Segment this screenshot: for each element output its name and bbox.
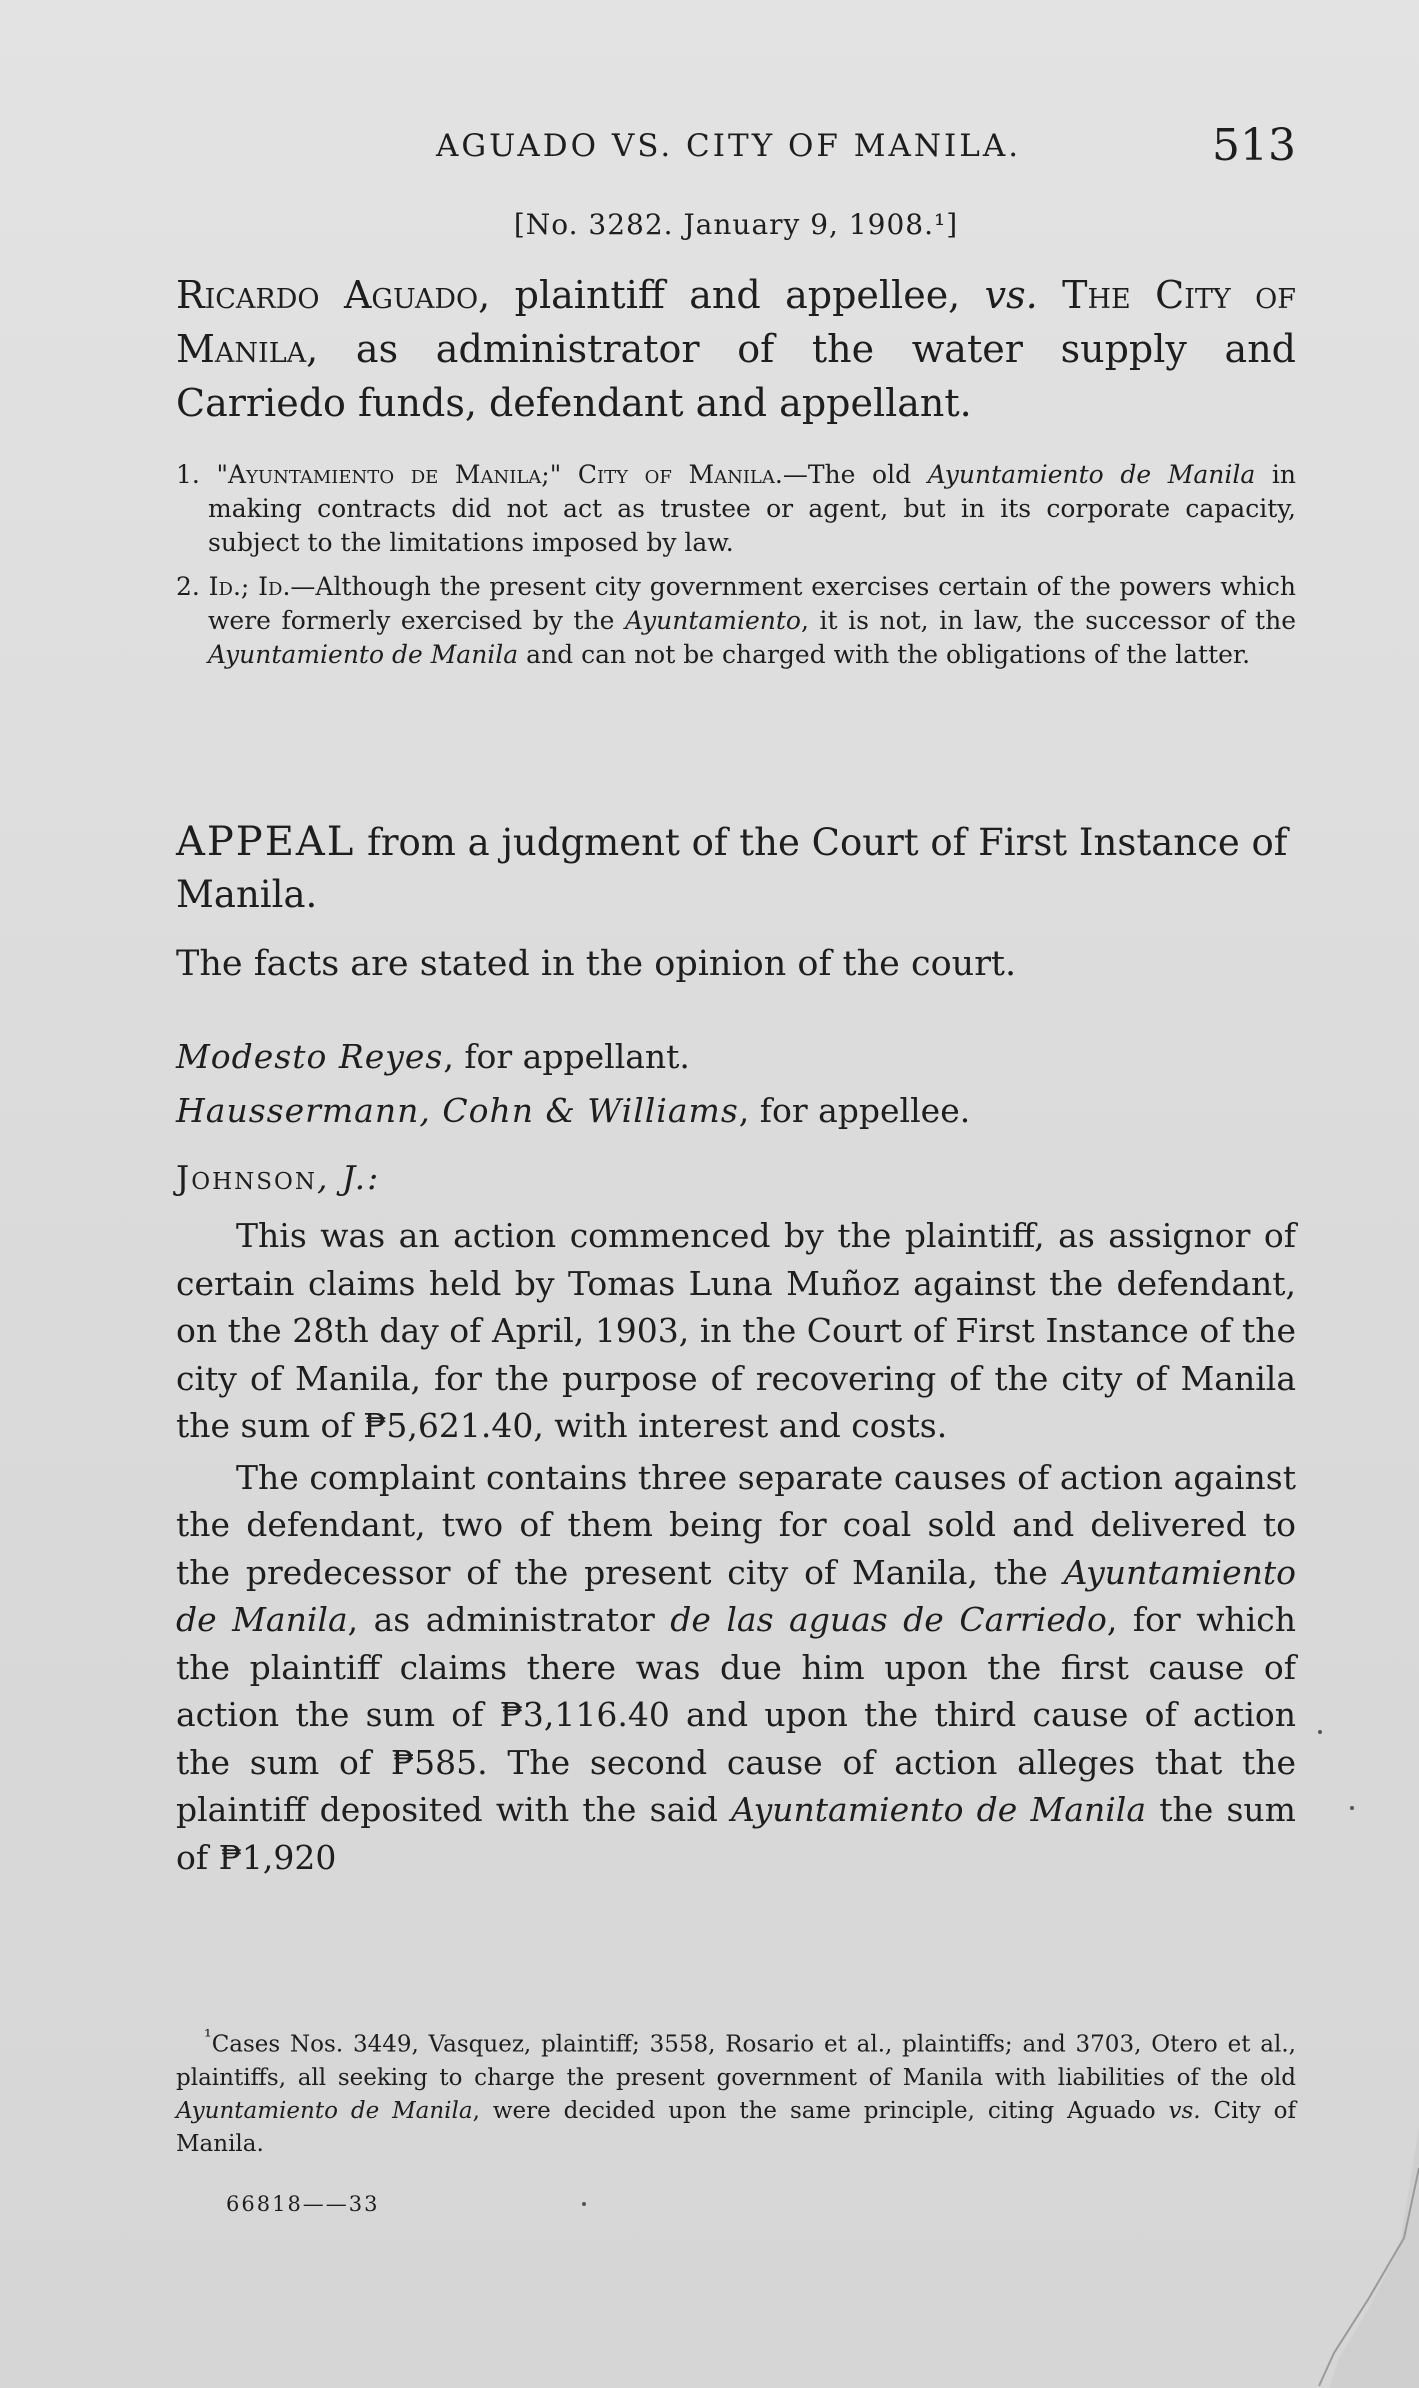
- syllabus-italic: Ayuntamiento: [624, 606, 801, 635]
- syllabus-text: , it is not, in law, the successor of the: [800, 606, 1296, 635]
- footnote: [176, 2020, 1296, 2161]
- syllabus-text: and can not be charged with the obligations of the latter.: [518, 640, 1251, 669]
- counsel-name: Modesto Reyes: [176, 1037, 444, 1076]
- footnote-mark: ¹: [204, 2025, 212, 2048]
- running-title: AGUADO VS. CITY OF MANILA.: [436, 128, 1022, 164]
- syllabus-italic: Ayuntamiento de Manila: [927, 460, 1256, 489]
- counsel-role: , for appellee.: [738, 1091, 971, 1130]
- footnote-paragraph: [176, 2020, 1296, 2161]
- appeal-text: from a judgment of the Court of First Instance of Manila.: [176, 821, 1288, 916]
- plaintiff-role: , plaintiff and appellee,: [478, 273, 985, 317]
- footnote-text: City of Manila.: [176, 2097, 1297, 2157]
- facts-text: The facts are stated in the opinion of the court.: [176, 944, 1017, 984]
- plaintiff-name: Ricardo Aguado: [176, 273, 479, 317]
- opinion-italic: Ayuntamiento de Manila: [731, 1790, 1147, 1829]
- footnote-text: , were decided upon the same principle, citing Aguado: [472, 2097, 1169, 2124]
- defendant-role: , as administrator of the water supply and Carriedo funds, defendant and appellant.: [176, 327, 1296, 425]
- syllabus-heading: "Ayuntamiento de Manila;" City of Manila.: [216, 460, 783, 489]
- syllabus-text: in making contracts did not act as trustee or agent, but in its corporate capacity, subject to the limitations imposed by law.: [208, 460, 1297, 557]
- page-corner-edge: [1309, 2128, 1419, 2388]
- syllabus-item: [176, 458, 1296, 560]
- opinion-italic: Ayuntamiento de Manila: [176, 1552, 1296, 1639]
- counsel-line: [176, 1084, 1296, 1138]
- corner-shadow: [1329, 2128, 1419, 2388]
- print-speck: [1318, 1730, 1322, 1734]
- counsel-block: [176, 1030, 1296, 1138]
- appeal-statement: [176, 816, 1296, 921]
- footnote-italic: vs.: [1168, 2097, 1201, 2124]
- case-number: [No. 3282. January 9, 1908.¹]: [513, 208, 959, 241]
- counsel-role: , for appellant.: [443, 1037, 690, 1076]
- opinion-text: the sum of ₱1,920: [176, 1790, 1296, 1877]
- case-caption: [176, 268, 1296, 430]
- opinion-italic: de las aguas de Carriedo: [670, 1600, 1107, 1639]
- syllabus-number: 1.: [176, 460, 200, 489]
- facts-statement: [176, 944, 1296, 984]
- counsel-name: Haussermann, Cohn & Williams: [176, 1091, 739, 1130]
- counsel-line: [176, 1030, 1296, 1084]
- appeal-lead: APPEAL: [176, 819, 356, 865]
- syllabus-text: —Although the present city government exercises certain of the powers which were formerly exercised by the: [208, 572, 1296, 635]
- syllabus-italic: Ayuntamiento de Manila: [208, 640, 519, 669]
- syllabus-number: 2.: [176, 572, 200, 601]
- opinion-text: , as administrator: [347, 1600, 671, 1639]
- opinion-text: The complaint contains three separate causes of action against the defendant, two of them being for coal sold and delivered to the predecessor of the present city of Manila, the: [176, 1457, 1296, 1592]
- opinion-body: [176, 1212, 1296, 1885]
- print-speck: [1350, 1806, 1354, 1810]
- versus: vs.: [984, 273, 1038, 317]
- syllabus-heading: Id.; Id.: [208, 572, 291, 601]
- syllabus-text: —The old: [782, 460, 928, 489]
- running-head: [176, 120, 1296, 180]
- opinion-text: , for which the plaintiff claims there was due him upon the first cause of action the sum of ₱3,116.40 and upon the third cause of action the sum of ₱585. The second cause of action alleges that the plaintiff deposited with the said: [176, 1600, 1296, 1829]
- footnote-italic: Ayuntamiento de Manila: [176, 2097, 473, 2124]
- opinion-paragraph: [176, 1454, 1296, 1882]
- defendant-name: The City of Manila: [176, 273, 1296, 371]
- opinion-author: [176, 1158, 1296, 1197]
- signature-mark: 66818——33: [226, 2192, 380, 2216]
- page-number: 513: [1212, 120, 1296, 171]
- syllabus-item: [176, 570, 1296, 672]
- opinion-paragraph: This was an action commenced by the plaintiff, as assignor of certain claims held by Tomas Luna Muñoz against the defendant, on the 28th day of April, 1903, in the Court of First Instance of the city of Manila, for the purpose of recovering of the city of Manila the sum of ₱5,621.40, with interest and costs.: [176, 1216, 1296, 1445]
- author-suffix: , J.:: [317, 1158, 381, 1197]
- print-speck: [582, 2202, 586, 2206]
- syllabus: [176, 458, 1296, 682]
- author-name: Johnson: [176, 1158, 318, 1197]
- footnote-text: Cases Nos. 3449, Vasquez, plaintiff; 3558, Rosario et al., plaintiffs; and 3703, Otero et al., plaintiffs, all seeking to charge the present government of Manila with liabilities of the old: [176, 2031, 1296, 2091]
